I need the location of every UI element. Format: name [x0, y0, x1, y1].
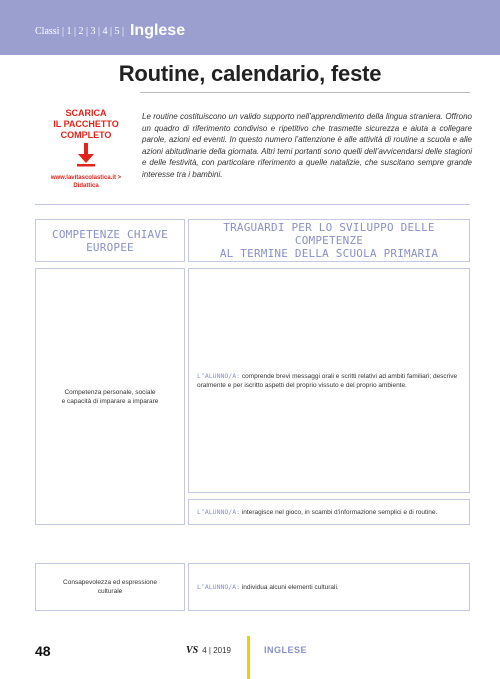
traguardo-cell-1b	[188, 499, 470, 525]
alunno-tag: L’ALUNNO/A:	[197, 582, 241, 591]
magazine-logo: VS	[186, 645, 199, 656]
intro-paragraph: Le routine costituiscono un valido supporto nell’apprendimento della lingua straniera. Offrono un quadro di riferimento condiviso e ripetitivo che trasmette sicurezza e aiuta a collegare parole, azioni ed eventi. In questo numero l’attenzione è alle attività di routine a scuola e alle azioni abitudinarie della giornata. Altri temi portanti sono quelli dell’avvicendarsi delle stagioni e delle festività, con particolare riferimento a quelle natalizie, che suscitano sempre grande interesse tra i bambini.	[142, 112, 472, 179]
download-arrow-icon	[76, 143, 96, 167]
traguardo-desc: individua alcuni elementi culturali.	[241, 583, 339, 591]
traguardo-text-1a	[197, 372, 461, 390]
footer-accent-bar	[247, 636, 250, 679]
traguardo-cell-1a	[188, 268, 470, 493]
footer-issue	[186, 645, 231, 656]
traguardo-text-2	[197, 583, 339, 592]
alunno-tag: L’ALUNNO/A:	[197, 371, 241, 380]
header-bar	[0, 0, 500, 55]
footer-subject: INGLESE	[264, 645, 308, 655]
page-number: 48	[35, 643, 51, 659]
traguardo-desc: interagisce nel gioco, in scambi d’informazione semplici e di routine.	[241, 508, 438, 516]
alunno-tag: L’ALUNNO/A:	[197, 507, 241, 516]
competenza-cell-1: Competenza personale, sociale e capacità di imparare a imparare	[35, 268, 185, 525]
title-divider	[140, 92, 470, 93]
traguardo-cell-2	[188, 563, 470, 611]
competenza-cell-2: Consapevolezza ed espressione culturale	[35, 563, 185, 611]
download-link[interactable]: www.lavitascolastica.it > Didattica	[50, 175, 122, 189]
section-divider	[35, 204, 470, 205]
subject-label: Inglese	[129, 22, 186, 39]
issue-label: 4 | 2019	[202, 646, 232, 655]
col-header-traguardi: TRAGUARDI PER LO SVILUPPO DELLE COMPETENZE AL TERMINE DELLA SCUOLA PRIMARIA	[188, 219, 470, 262]
traguardo-text-1b	[197, 508, 437, 517]
classi-label: Classi | 1 | 2 | 3 | 4 | 5 |	[35, 25, 124, 37]
page-title: Routine, calendario, feste	[118, 61, 382, 86]
header-content	[35, 22, 185, 40]
download-box[interactable]	[40, 108, 132, 190]
traguardo-desc: comprende brevi messaggi orali e scritti relativi ad ambiti familiari; descrive oralmente e per iscritto aspetti del proprio vissuto e del proprio ambiente.	[197, 372, 458, 389]
download-label: SCARICA IL PACCHETTO COMPLETO	[53, 108, 119, 140]
col-header-competenze: COMPETENZE CHIAVE EUROPEE	[35, 219, 185, 262]
